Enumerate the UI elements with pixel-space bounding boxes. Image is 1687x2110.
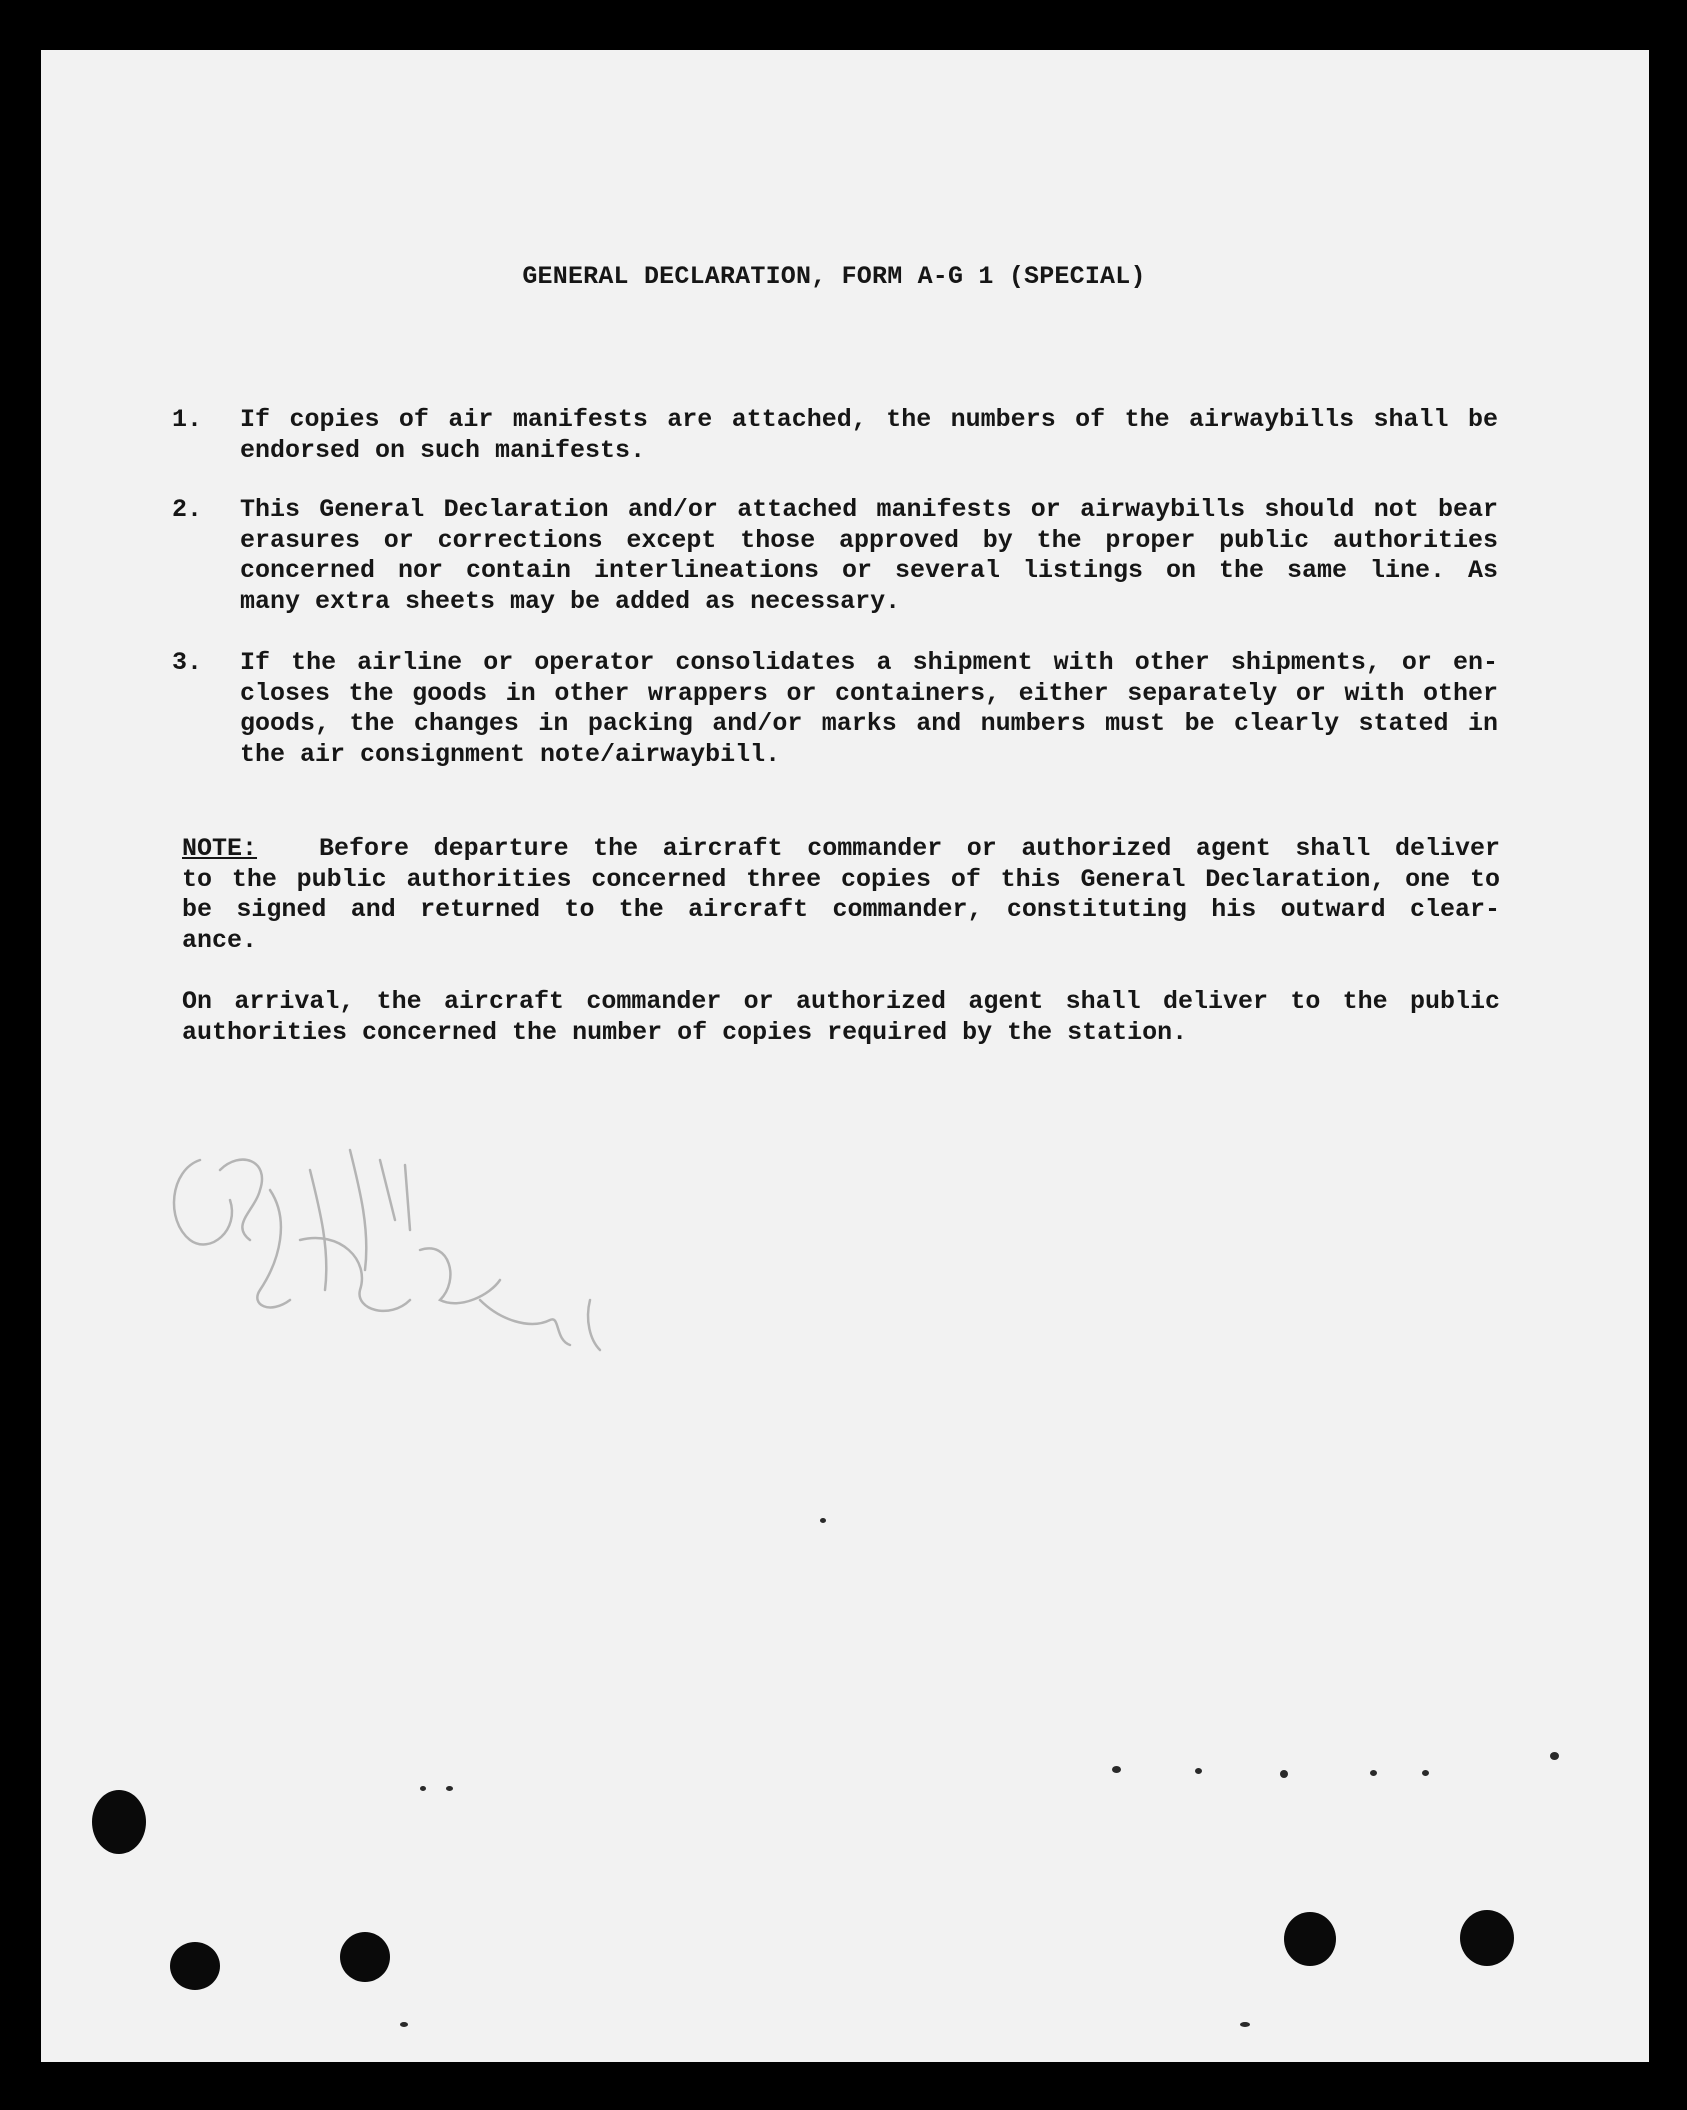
- punch-hole: [1284, 1912, 1336, 1966]
- item-text: [240, 405, 1498, 466]
- item-line: concerned nor contain interlineations or several listings on the same line. As: [240, 556, 1498, 585]
- ink-speck: [820, 1518, 826, 1523]
- item-line: goods, the changes in packing and/or marks and numbers must be clearly stated in: [240, 709, 1498, 738]
- item-text: [240, 648, 1498, 770]
- note-label: NOTE:: [182, 834, 258, 863]
- ink-speck: [1112, 1766, 1121, 1773]
- ink-speck: [446, 1786, 453, 1791]
- item-line: erasures or corrections except those approved by the proper public authorities: [240, 525, 1498, 555]
- ink-speck: [1195, 1768, 1202, 1774]
- ink-speck: [1240, 2022, 1250, 2027]
- ink-speck: [1370, 1770, 1377, 1776]
- item-number: 3.: [172, 648, 203, 677]
- declaration-item-3: [172, 648, 1502, 770]
- handwritten-signature: [160, 1130, 630, 1360]
- arrival-paragraph: [182, 987, 1500, 1048]
- item-line: endorsed on such manifests.: [240, 435, 646, 465]
- item-text: [240, 495, 1498, 617]
- ink-speck: [1550, 1752, 1559, 1760]
- punch-hole: [170, 1942, 220, 1990]
- item-line: the air consignment note/airwaybill.: [240, 739, 781, 769]
- item-line: If copies of air manifests are attached, the numbers of the airwaybills shall be: [240, 405, 1498, 434]
- arrival-line: On arrival, the aircraft commander or authorized agent shall deliver to the public: [182, 987, 1500, 1016]
- item-line: closes the goods in other wrappers or containers, either separately or with other: [240, 678, 1498, 708]
- note-paragraph: [182, 834, 1500, 956]
- item-line: many extra sheets may be added as necessary.: [240, 586, 901, 616]
- ink-speck: [400, 2022, 408, 2027]
- item-line: If the airline or operator consolidates a shipment with other shipments, or en-: [240, 648, 1498, 677]
- note-line: to the public authorities concerned three copies of this General Declaration, one to: [182, 864, 1500, 894]
- note-line: ance.: [182, 925, 258, 955]
- ink-speck: [1280, 1770, 1288, 1778]
- declaration-item-1: [172, 405, 1502, 466]
- ink-speck: [420, 1786, 426, 1791]
- arrival-line: authorities concerned the number of copies required by the station.: [182, 1017, 1188, 1047]
- note-first-line: [182, 834, 1500, 865]
- note-line: be signed and returned to the aircraft commander, constituting his outward clear-: [182, 895, 1500, 924]
- document-title: GENERAL DECLARATION, FORM A-G 1 (SPECIAL): [522, 262, 1146, 291]
- item-line: This General Declaration and/or attached manifests or airwaybills should not bear: [240, 495, 1498, 524]
- note-line: Before departure the aircraft commander or authorized agent shall deliver: [319, 834, 1500, 863]
- item-number: 1.: [172, 405, 203, 434]
- item-number: 2.: [172, 495, 203, 524]
- punch-hole: [1460, 1910, 1514, 1966]
- ink-speck: [1422, 1770, 1429, 1776]
- punch-hole: [340, 1932, 390, 1982]
- declaration-item-2: [172, 495, 1502, 617]
- document-page: [41, 50, 1649, 2062]
- punch-hole: [92, 1790, 146, 1854]
